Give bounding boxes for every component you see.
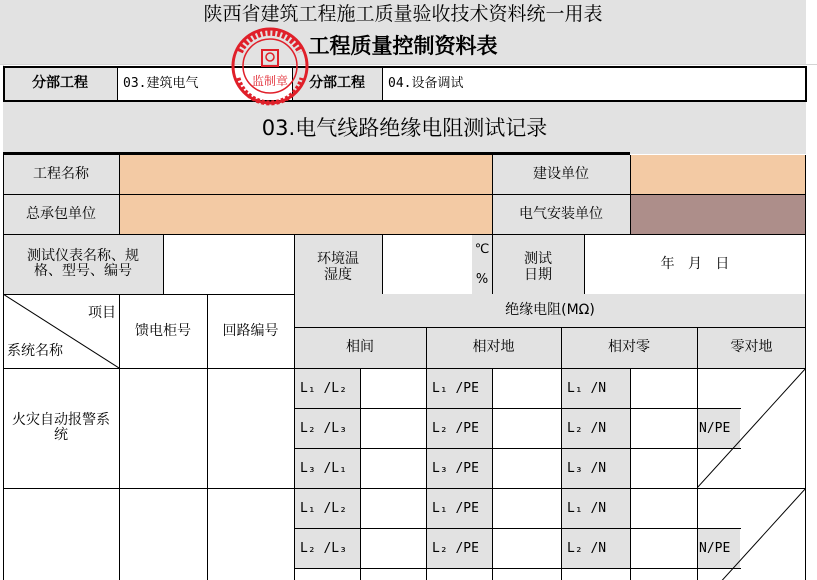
supervision-seal [228, 26, 312, 106]
test-date-field[interactable]: 年 月 日 [660, 255, 730, 272]
pg-label-2: L₂ /PE [426, 408, 492, 448]
electrical-installer-label: 电气安装单位 [492, 194, 630, 234]
project-name-label: 工程名称 [3, 155, 119, 194]
division-label: 分部工程 [32, 74, 88, 91]
phase-ground-header: 相对地 [426, 327, 561, 368]
pp-label-2: L₂ /L₃ [294, 408, 360, 448]
pp-label-1: L₁ /L₂ [294, 368, 360, 408]
humidity-field[interactable] [382, 264, 472, 294]
temperature-field[interactable] [382, 234, 472, 264]
pg-label-1: L₁ /PE [426, 368, 492, 408]
project-name-field[interactable] [119, 155, 492, 194]
instrument-field[interactable] [163, 234, 294, 294]
seal-text: 监制章 [251, 74, 288, 88]
phase-phase-header: 相间 [294, 327, 426, 368]
zero-ground-diagonal-2 [697, 488, 806, 580]
general-contractor-field[interactable] [119, 194, 492, 234]
test-date-line1: 测试 [524, 251, 552, 267]
env-label [294, 234, 382, 294]
corner-cell [3, 294, 119, 368]
phase-zero-header: 相对零 [561, 327, 697, 368]
insulation-resistance-header: 绝缘电阻(MΩ) [294, 294, 806, 327]
npe-label-1: N/PE [698, 408, 740, 448]
env-label-line2: 湿度 [324, 267, 352, 283]
division-value[interactable]: 03.建筑电气 [117, 66, 292, 100]
pz-label-3: L₃ /N [561, 448, 630, 488]
zero-ground-header: 零对地 [697, 327, 806, 368]
instrument-label: 测试仪表名称、规格、型号、编号 [3, 234, 163, 294]
form-category-title: 工程质量控制资料表 [0, 28, 806, 64]
env-label-line1: 环境温 [317, 251, 359, 267]
zero-ground-diagonal-1 [697, 368, 806, 488]
subdivision-label: 分部工程 [309, 74, 365, 91]
construction-unit-label: 建设单位 [492, 155, 630, 194]
pz-label-4: L₁ /N [561, 488, 630, 528]
circuit-number-header: 回路编号 [222, 322, 279, 339]
npe-label-2: N/PE [698, 528, 740, 568]
general-contractor-label: 总承包单位 [3, 194, 119, 234]
subdivision-value[interactable]: 04.设备调试 [382, 66, 806, 100]
corner-top-label: 项目 [88, 305, 116, 321]
system-name-cell[interactable]: 火灾自动报警系统 [12, 412, 110, 443]
pg-label-5: L₂ /PE [426, 528, 492, 568]
pg-label-3: L₃ /PE [426, 448, 492, 488]
system-name-cell-2[interactable] [3, 488, 119, 580]
humidity-unit: % [472, 264, 492, 294]
pg-label-4: L₁ /PE [426, 488, 492, 528]
form-title: 03.电气线路绝缘电阻测试记录 [3, 102, 806, 154]
feeder-cabinet-header: 馈电柜号 [135, 322, 191, 339]
pp-label-3: L₃ /L₁ [294, 448, 360, 488]
construction-unit-field[interactable] [630, 155, 806, 194]
electrical-installer-field[interactable] [630, 194, 806, 234]
pz-label-2: L₂ /N [561, 408, 630, 448]
temp-unit: ℃ [472, 234, 492, 264]
test-date-label [492, 234, 584, 294]
pp-label-4: L₁ /L₂ [294, 488, 360, 528]
corner-bottom-label: 系统名称 [7, 343, 63, 359]
pz-label-5: L₂ /N [561, 528, 630, 568]
test-date-line2: 日期 [524, 267, 552, 283]
form-series-title: 陕西省建筑工程施工质量验收技术资料统一用表 [0, 0, 806, 28]
pz-label-1: L₁ /N [561, 368, 630, 408]
pp-label-5: L₂ /L₃ [294, 528, 360, 568]
